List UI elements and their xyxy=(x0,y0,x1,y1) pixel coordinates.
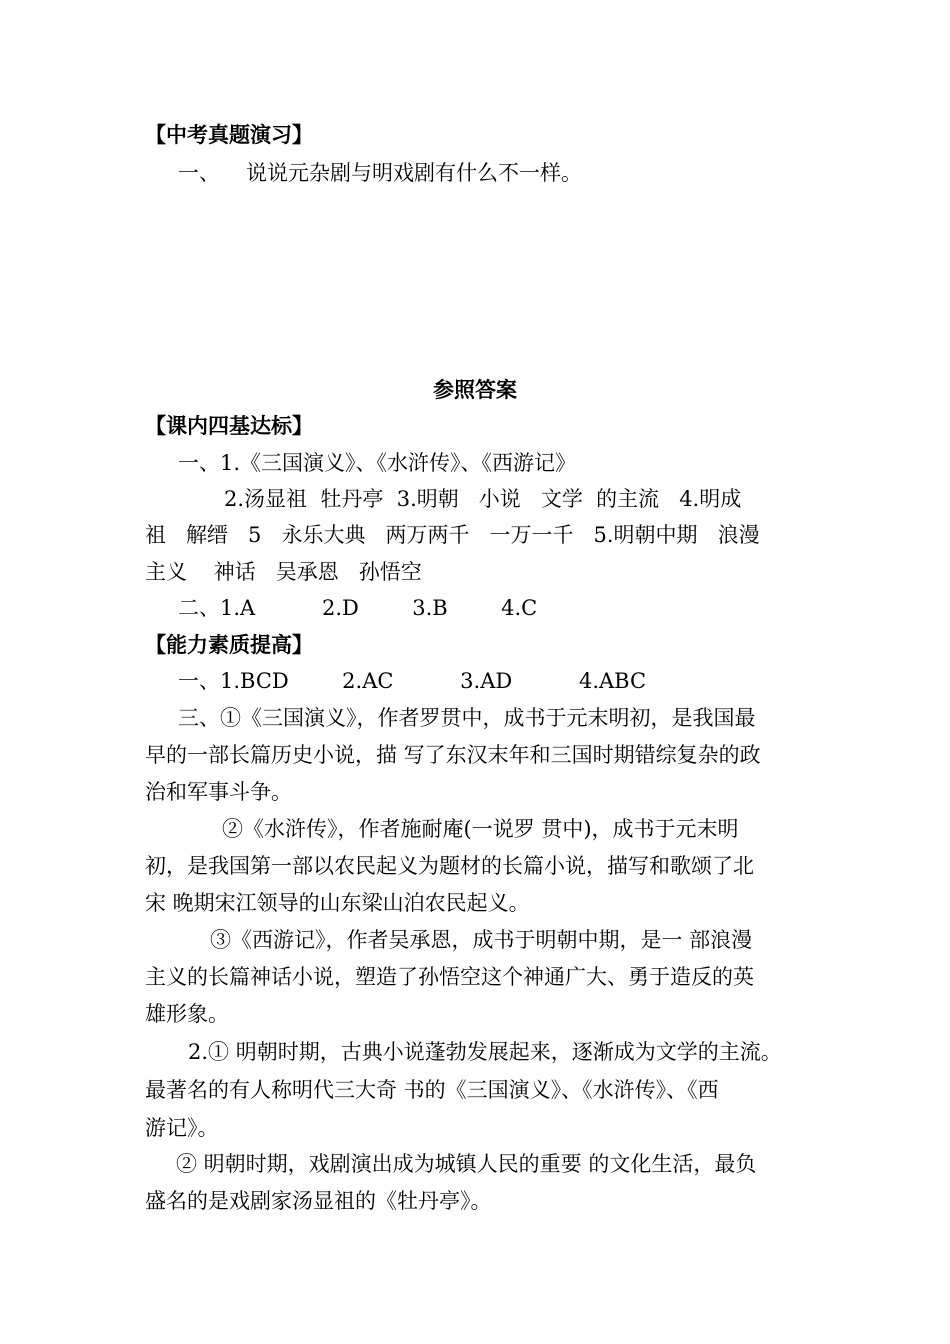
exam-practice-heading: 【中考真题演习】 xyxy=(145,123,313,147)
ability-line-13: 游记》。 xyxy=(145,1116,219,1140)
basic-line-4: 主义 神话 吴承恩 孙悟空 xyxy=(145,560,422,584)
ability-line-11: 2.① 明朝时期，古典小说蓬勃发展起来，逐渐成为文学的主流。 xyxy=(188,1040,782,1064)
ability-line-10: 雄形象。 xyxy=(145,1002,229,1026)
ability-line-8: ③《西游记》，作者吴承恩，成书于明朝中期，是一 部浪漫 xyxy=(210,928,753,952)
ability-line-15: 盛名的是戏剧家汤显祖的《牡丹亭》。 xyxy=(145,1189,492,1213)
basic-line-1: 一、1.《三国演义》、《水浒传》、《西游记》 xyxy=(178,451,577,475)
basic-line-5: 二、1.A 2.D 3.B 4.C xyxy=(178,596,538,620)
ability-line-7: 宋 晚期宋江领导的山东梁山泊农民起义。 xyxy=(145,891,530,915)
ability-line-5: ②《水浒传》，作者施耐庵(一说罗 贯中)，成书于元末明 xyxy=(222,817,739,841)
ability-line-2: 三、①《三国演义》，作者罗贯中，成书于元末明初，是我国最 xyxy=(178,706,756,730)
ability-heading: 【能力素质提高】 xyxy=(145,633,313,657)
exam-question-number: 一、 xyxy=(178,161,220,185)
ability-line-4: 治和军事斗争。 xyxy=(145,780,292,804)
ability-line-6: 初，是我国第一部以农民起义为题材的长篇小说，描写和歌颂了北 xyxy=(145,854,754,878)
ability-line-14: ② 明朝时期，戏剧演出成为城镇人民的重要 的文化生活，最负 xyxy=(176,1152,757,1176)
basic-line-2: 2.汤显祖 牡丹亭 3.明朝 小说 文学 的主流 4.明成 xyxy=(224,487,742,511)
ability-line-9: 主义的长篇神话小说，塑造了孙悟空这个神通广大、勇于造反的英 xyxy=(145,965,754,989)
ability-line-3: 早的一部长篇历史小说，描 写了东汉末年和三国时期错综复杂的政 xyxy=(145,743,761,767)
basic-line-3: 祖 解缙 5 永乐大典 两万两千 一万一千 5.明朝中期 浪漫 xyxy=(145,523,760,547)
ability-line-12: 最著名的有人称明代三大奇 书的《三国演义》、《水浒传》、《西 xyxy=(145,1078,719,1102)
basic-heading: 【课内四基达标】 xyxy=(145,414,313,438)
ability-line-1: 一、1.BCD 2.AC 3.AD 4.ABC xyxy=(178,669,647,693)
exam-question-text: 说说元杂剧与明戏剧有什么不一样。 xyxy=(246,161,582,185)
answers-title: 参照答案 xyxy=(433,378,517,402)
